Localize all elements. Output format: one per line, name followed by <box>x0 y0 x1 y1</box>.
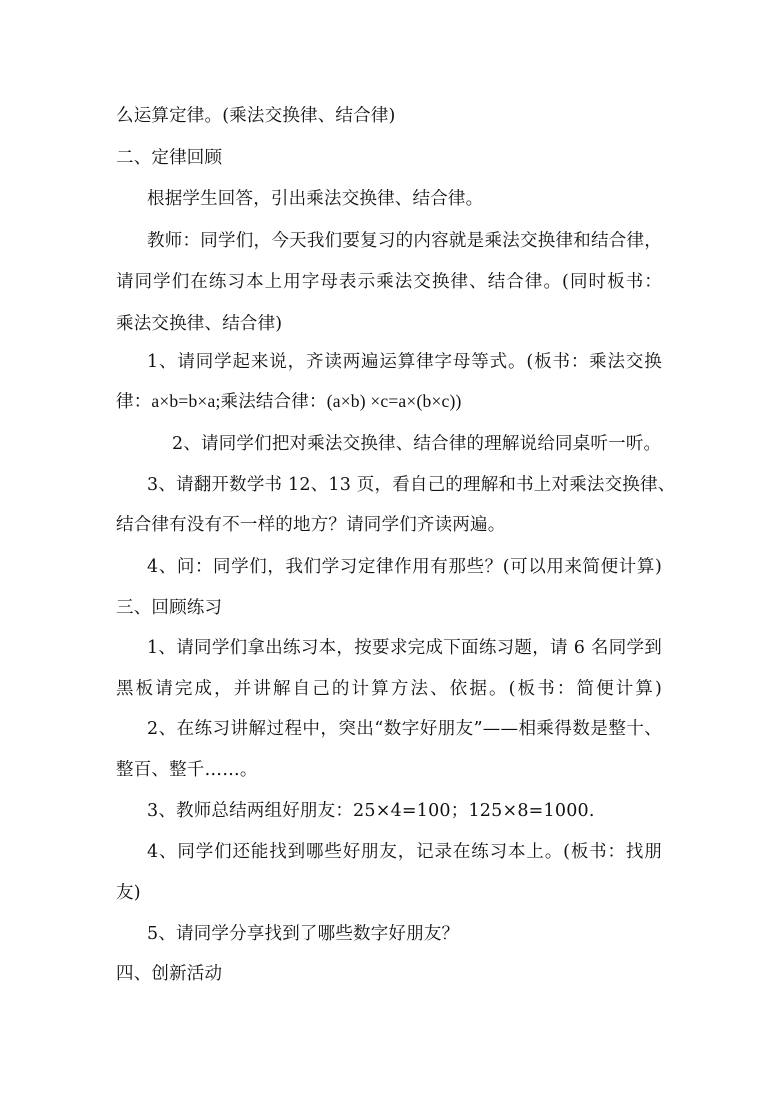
text-line: 3、请翻开数学书 12、13 页，看自己的理解和书上对乘法交换律、 <box>147 475 676 495</box>
text-line: 乘法交换律、结合律) <box>116 314 283 334</box>
text-line: 友) <box>116 883 141 903</box>
section-heading: 二、定律回顾 <box>116 148 223 168</box>
text-line: 3、教师总结两组好朋友：25×4=100；125×8=1000. <box>147 801 595 821</box>
section-heading: 四、创新活动 <box>116 964 223 984</box>
text-line: 根据学生回答，引出乘法交换律、结合律。 <box>147 189 484 209</box>
text-line: 整百、整千……。 <box>116 760 258 780</box>
formula-line: 律：a×b=b×a;乘法结合律：(a×b) ×c=a×(b×c)) <box>116 391 462 411</box>
text-line: 1、请同学们拿出练习本，按要求完成下面练习题，请 6 名同学到 <box>147 638 662 658</box>
text-line: 教师：同学们，今天我们要复习的内容就是乘法交换律和结合律， <box>147 231 662 251</box>
text-line: 2、在练习讲解过程中，突出“数字好朋友”——相乘得数是整十、 <box>147 719 662 739</box>
text-line: 4、问：同学们，我们学习定律作用有那些？(可以用来简便计算) <box>147 557 662 577</box>
text-line: 请同学们在练习本上用字母表示乘法交换律、结合律。(同时板书： <box>116 272 662 292</box>
text-line: 2、请同学们把对乘法交换律、结合律的理解说给同桌听一听。 <box>172 434 662 454</box>
text-line: 结合律有没有不一样的地方？请同学们齐读两遍。 <box>116 515 506 535</box>
text-line: 黑板请完成，并讲解自己的计算方法、依据。(板书：简便计算) <box>116 679 662 699</box>
text-line: 4、同学们还能找到哪些好朋友，记录在练习本上。(板书：找朋 <box>147 842 662 862</box>
section-heading: 三、回顾练习 <box>116 598 223 618</box>
text-line: 5、请同学分享找到了哪些数字好朋友？ <box>147 924 460 944</box>
text-line: 1、请同学起来说，齐读两遍运算律字母等式。(板书：乘法交换 <box>147 352 662 372</box>
text-line: 么运算定律。(乘法交换律、结合律) <box>116 106 396 126</box>
